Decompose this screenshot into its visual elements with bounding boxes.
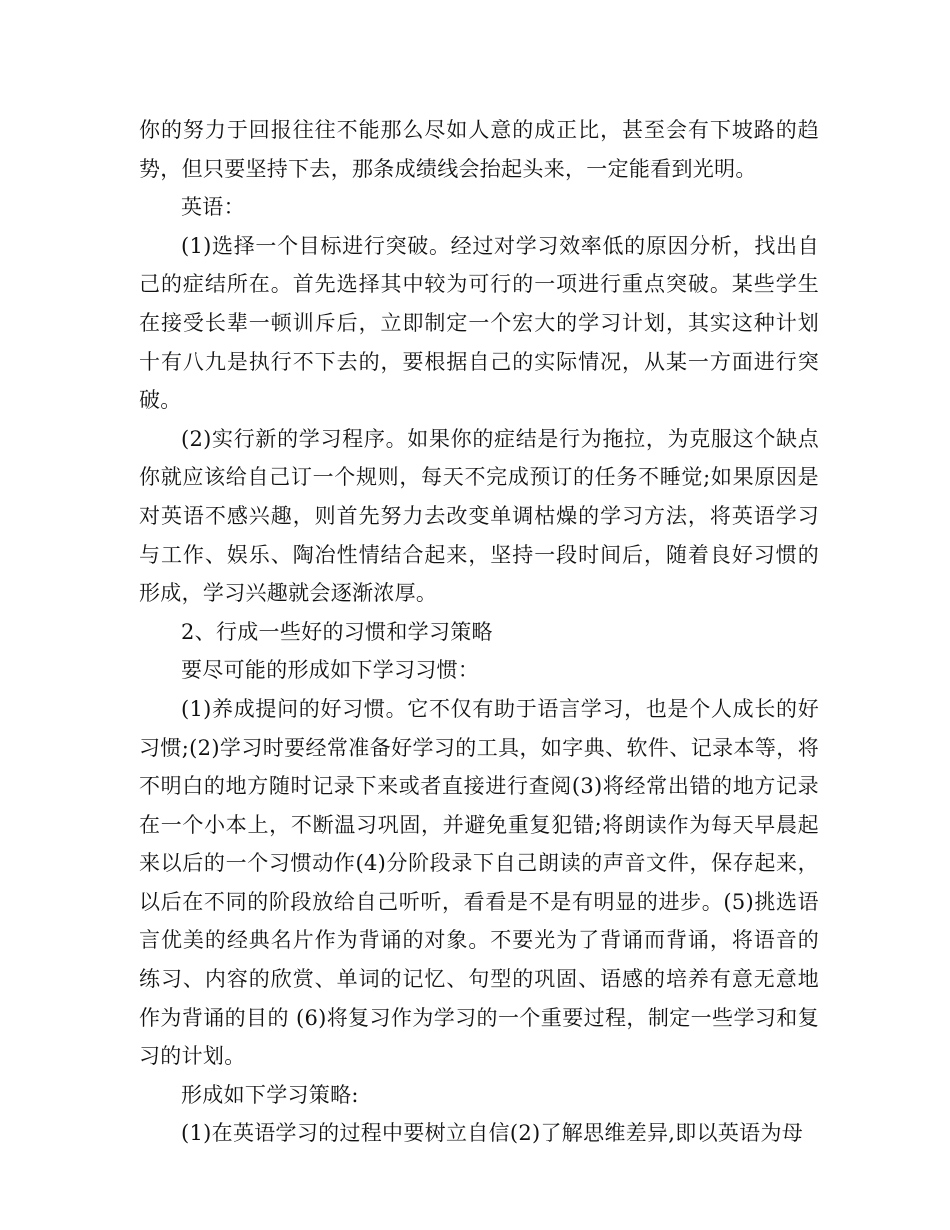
document-body	[139, 111, 819, 1153]
heading-habits-strategies: 2、行成一些好的习惯和学习策略	[181, 619, 493, 644]
paragraph-new-procedure: (2)实行新的学习程序。如果你的症结是行为拖拉，为克服这个缺点你就应该给自己订一个规则，每天不完成预订的任务不睡觉;如果原因是对英语不感兴趣，则首先努力去改变单调枯燥的学习方法，将英语学习与工作、娱乐、陶冶性情结合起来，坚持一段时间后，随着良好习惯的形成，学习兴趣就会逐渐浓厚。	[139, 426, 819, 606]
paragraph-strategies-list: (1)在英语学习的过程中要树立自信(2)了解思维差异,即以英语为母	[181, 1121, 804, 1146]
heading-strategies-intro: 形成如下学习策略:	[181, 1082, 359, 1107]
paragraph-effort: 你的努力于回报往往不能那么尽如人意的成正比，甚至会有下坡路的趋势，但只要坚持下去，那条成绩线会抬起头来，一定能看到光明。	[139, 118, 819, 181]
paragraph-habits-list: (1)养成提问的好习惯。它不仅有助于语言学习，也是个人成长的好习惯;(2)学习时要经常准备好学习的工具，如字典、软件、记录本等，将不明白的地方随时记录下来或者直接进行查阅(3)将经常出错的地方记录在一个小本上，不断温习巩固，并避免重复犯错;将朗读作为每天早晨起来以后的一个习惯动作(4)分阶段录下自己朗读的声音文件，保存起来，以后在不同的阶段放给自己听听，看看是不是有明显的进步。(5)挑选语言优美的经典名片作为背诵的对象。不要光为了背诵而背诵，将语音的练习、内容的欣赏、单词的记忆、句型的巩固、语感的培养有意无意地作为背诵的目的 (6)将复习作为学习的一个重要过程，制定一些学习和复习的计划。	[139, 696, 819, 1069]
paragraph-target-breakthrough: (1)选择一个目标进行突破。经过对学习效率低的原因分析，找出自己的症结所在。首先选择其中较为可行的一项进行重点突破。某些学生在接受长辈一顿训斥后，立即制定一个宏大的学习计划，其实这种计划十有八九是执行不下去的，要根据自己的实际情况，从某一方面进行突破。	[139, 233, 819, 413]
heading-english: 英语：	[181, 195, 245, 220]
heading-habits-intro: 要尽可能的形成如下学习习惯：	[181, 658, 480, 683]
